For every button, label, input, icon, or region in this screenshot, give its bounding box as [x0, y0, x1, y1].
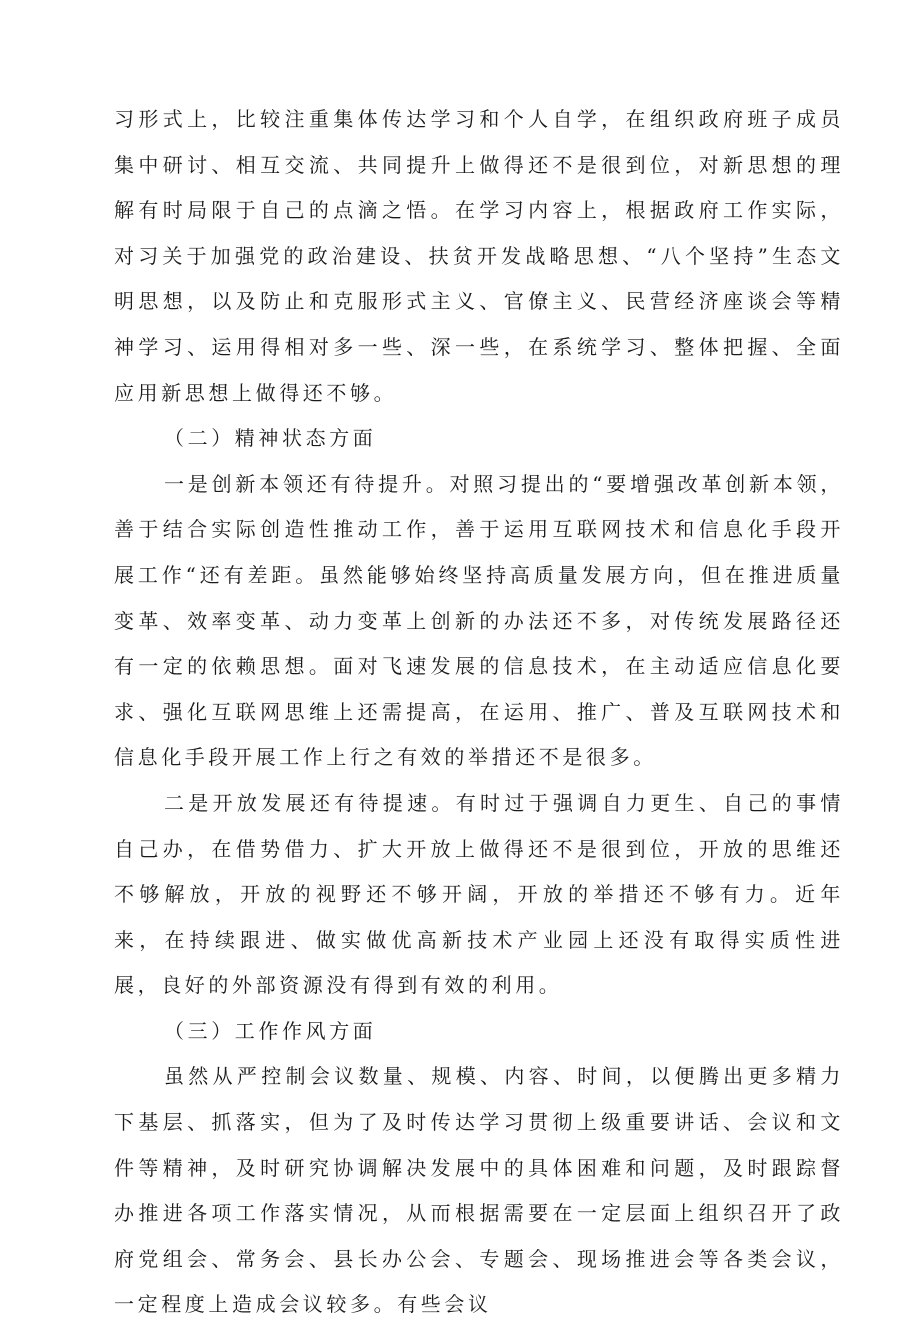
paragraph-meetings: 虽然从严控制会议数量、规模、内容、时间，以便腾出更多精力下基层、抓落实，但为了及时传达学习贯彻上级重要讲话、会议和文件等精神，及时研究协调解决发展中的具体困难和问题，及时跟踪督办推进各项工作落实情况，从而根据需要在一定层面上组织召开了政府党组会、常务会、县长办公会、专题会、现场推进会等各类会议，一定程度上造成会议较多。有些会议	[114, 1064, 844, 1317]
paragraph-innovation: 一是创新本领还有待提升。对照习提出的“要增强改革创新本领，善于结合实际创造性推动工作，善于运用互联网技术和信息化手段开展工作“还有差距。虽然能够始终坚持高质量发展方向，但在推进质量变革、效率变革、动力变革上创新的办法还不多，对传统发展路径还有一定的依赖思想。面对飞速发展的信息技术，在主动适应信息化要求、强化互联网思维上还需提高，在运用、推广、普及互联网技术和信息化手段开展工作上行之有效的举措还不是很多。	[114, 471, 844, 770]
paragraph-opening-up: 二是开放发展还有待提速。有时过于强调自力更生、自己的事情自己办，在借势借力、扩大开放上做得还不是很到位，开放的思维还不够解放，开放的视野还不够开阔，开放的举措还不够有力。近年来，在持续跟进、做实做优高新技术产业园上还没有取得实质性进展，良好的外部资源没有得到有效的利用。	[114, 790, 844, 998]
section-heading-spirit-state: （二）精神状态方面	[164, 426, 377, 451]
document-body	[114, 97, 844, 1328]
section-heading-work-style: （三）工作作风方面	[164, 1018, 377, 1043]
paragraph-study-continued: 习形式上，比较注重集体传达学习和个人自学，在组织政府班子成员集中研讨、相互交流、共同提升上做得还不是很到位，对新思想的理解有时局限于自己的点滴之悟。在学习内容上，根据政府工作实际，对习关于加强党的政治建设、扶贫开发战略思想、“八个坚持”生态文明思想，以及防止和克服形式主义、官僚主义、民营经济座谈会等精神学习、运用得相对多一些、深一些，在系统学习、整体把握、全面应用新思想上做得还不够。	[114, 107, 844, 405]
